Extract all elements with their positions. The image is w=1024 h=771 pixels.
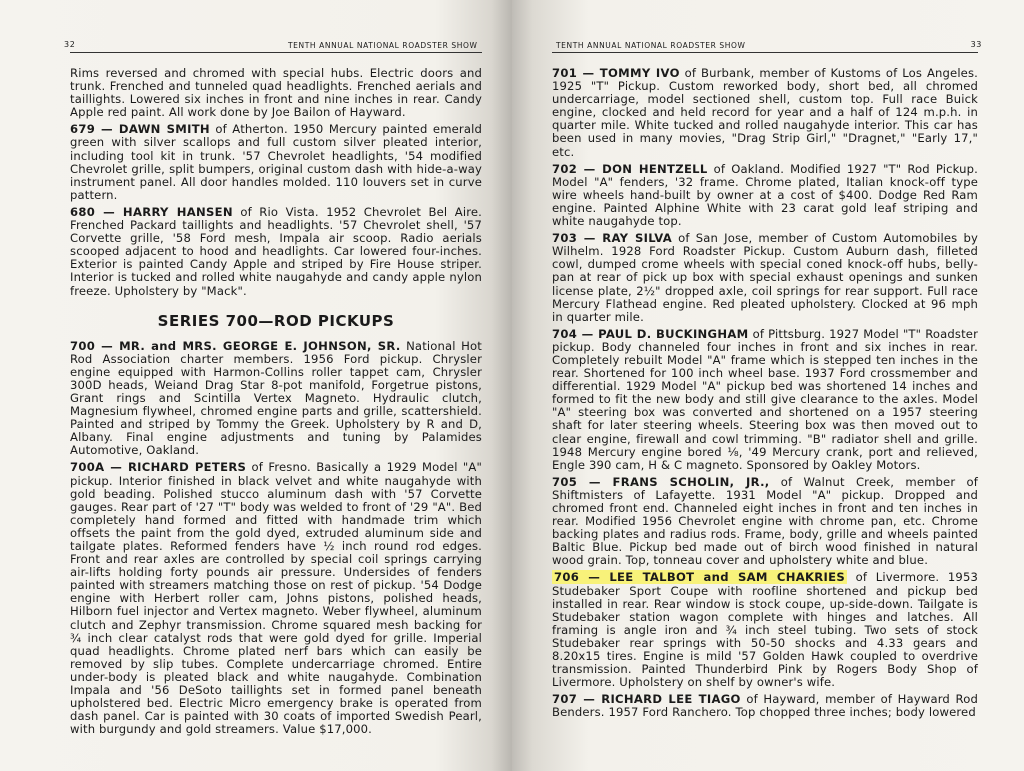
entry-lead: 700 — MR. and MRS. GEORGE E. JOHNSON, SR.: [70, 338, 401, 353]
entry-lead: 680 — HARRY HANSEN: [70, 204, 233, 219]
entry-body: of Livermore. 1953 Studebaker Sport Coupe with roofline shortened and pickup bed installed in rear. Rear window is stock coupe, up-side-down. Tailgate is Studebaker station wagon complete with hinges and latches. All framing is angle iron and ¾ inch steel tubing. Two sets of stock Studebaker rear springs with 50-50 shocks and 4.33 gears and 8.20x15 tires. Engine is mild '57 Golden Hawk coupled to overdrive transmission. Painted Thunderbird Pink by Rogers Body Shop of Livermore. Upholstery on shelf by owner's wife.: [552, 570, 978, 690]
entry-705: [552, 476, 978, 568]
right-running-head: [552, 38, 982, 53]
right-page: [512, 0, 1024, 771]
entry-body: of San Jose, member of Custom Automobiles by Wilhelm. 1928 Ford Roadster Pickup. Custom Auburn dash, filleted cowl, dumped crome wheels with special coned knock-off hubs, belly-pan at rear of pick up box with special exhaust openings and sunken license plate, 2½" dropped axle, coil springs for rear support. Full race Mercury Flathead engine. Red pleated upholstery. Clocked at 96 mph in quarter mile.: [552, 231, 978, 324]
left-running-head: [64, 38, 482, 53]
entry-body: National Hot Rod Association charter members. 1956 Ford pickup. Chrysler engine equipped with Harmon-Collins roller tappet cam, Chrysler 300D heads, Weiand Drag Star 8-pot manifold, Forgetrue pistons, Grant rings and Scintilla Vertex Magneto. Hydraulic clutch, Magnesium flywheel, chromed engine parts and grille, scattershield. Painted and striped by Tommy the Greek. Upholstery by R and D, Albany. Final engine adjustments and tuning by Palamides Automotive, Oakland.: [70, 338, 482, 458]
series-heading: SERIES 700—ROD PICKUPS: [157, 311, 395, 330]
entry-lead: 705 — FRANS SCHOLIN, JR.,: [552, 474, 770, 489]
entry-lead: 700A — RICHARD PETERS: [70, 460, 247, 475]
entry-679: [70, 123, 482, 202]
entry-body: of Burbank, member of Kustoms of Los Angeles. 1925 "T" Pickup. Custom reworked body, short bed, all chromed undercarriage, model sectioned shell, custom top. Full race Buick engine, clocked and held record for year and a half of 124 m.p.h. in quarter mile. White tucked and rolled naugahyde interior. This car has been used in many movies, "Drag Strip Girl," "Dragnet," "Early 17," etc.: [552, 66, 978, 159]
entry-lead: 679 — DAWN SMITH: [70, 122, 210, 137]
intro-paragraph: Rims reversed and chromed with special hubs. Electric doors and trunk. Frenched and tunneled quad headlights. Frenched aerials and taillights. Lowered six inches in front and nine inches in rear. Candy Apple red paint. All work done by Joe Bailon of Hayward.: [70, 66, 482, 120]
entry-703: [552, 232, 978, 324]
entry-lead: 702 — DON HENTZELL: [552, 161, 708, 176]
entry-body: of Atherton. 1950 Mercury painted emerald green with silver scallops and full custom silver pleated interior, including tool kit in trunk. '57 Chevrolet headlights, '54 modified Chevrolet grille, split bumpers, original custom dash with hide-a-way instrument panel. All door handles molded. 110 louvers set in curve pattern.: [70, 122, 482, 202]
entry-lead: 703 — RAY SILVA: [552, 231, 673, 246]
entry-707: [552, 693, 978, 719]
left-running-title: TENTH ANNUAL NATIONAL ROADSTER SHOW: [288, 41, 478, 50]
entry-700: [70, 340, 482, 458]
entry-body: of Fresno. Basically a 1929 Model "A" pickup. Interior finished in black velvet and white naugahyde with gold beading. Polished stucco aluminum dash with '57 Corvette gauges. Rear part of '27 "T" body was welded to front of '29 "A". Bed completely hand formed and fitted with handmade trim which offsets the paint from the gold dyed, extruded aluminum side and tailgate plates. Reformed fenders have ½ inch round rod edges. Front and rear axles are controlled by special coil springs carrying air-lifts holding forty pounds air pressure. Undersides of fenders painted with streamers matching those on rest of pickup. '54 Dodge engine with Herbert roller cam, Johns pistons, polished heads, Hilborn fuel injector and Vertex magneto. Weber flywheel, aluminum clutch and Zephyr transmission. Chrome squared mesh backing for ¾ inch clear catalyst rods that were gold dyed for grille. Imperial quad headlights. Chrome plated nerf bars which can easily be removed by slip tubes. Complete undercarriage chromed. Entire under-body is pleated black and white naugahyde. Combination Impala and '56 DeSoto taillights set in formed panel beneath upholstered bed. Electric Micro emergency brake is operated from dash panel. Car is painted with 30 coats of imported Swedish Pearl, with burgundy and gold streamers. Value $17,000.: [70, 460, 482, 737]
right-running-title: TENTH ANNUAL NATIONAL ROADSTER SHOW: [556, 41, 746, 50]
highlighted-entry-lead: 706 — LEE TALBOT and SAM CHAKRIES: [554, 570, 845, 585]
entry-body: of Oakland. Modified 1927 "T" Rod Pickup. Model "A" fenders, '32 frame. Chrome plated, Italian knock-off type wire wheels hand-built by owner at a cost of $400. Dodge Red Ram engine. Painted Alphine White with 23 carat gold leaf striping and white naugahyde top.: [552, 161, 978, 229]
entry-lead: 701 — TOMMY IVO: [552, 66, 680, 80]
entry-706: [552, 571, 978, 689]
entry-702: [552, 163, 978, 228]
entry-680: [70, 206, 482, 298]
entry-body: of Hayward, member of Hayward Rod Benders. 1957 Ford Ranchero. Top chopped three inches; body lowered: [552, 692, 978, 720]
entry-body: of Rio Vista. 1952 Chevrolet Bel Aire. Frenched Packard taillights and headlights. '57 Chevrolet shell, '57 Corvette grille, '58 Ford mesh, Impala air scoop. Radio aerials scooped adjacent to hood and headlights. Car lowered four-inches. Exterior is painted Candy Apple and striped by Fire House striper. Interior is tucked and rolled white naugahyde and candy apple nylon freeze. Upholstery by "Mack".: [70, 204, 483, 298]
left-page-number: 32: [64, 40, 76, 49]
right-page-number: 33: [970, 40, 982, 49]
entry-lead: 704 — PAUL D. BUCKINGHAM: [552, 326, 749, 341]
entry-704: [552, 328, 978, 472]
entry-701: [552, 67, 978, 159]
entry-body: of Pittsburg. 1927 Model "T" Roadster pickup. Body channeled four inches in front and six inches in rear. Completely rebuilt Model "A" frame which is stepped ten inches in the rear. Shortened for 100 inch wheel base. 1937 Ford crossmember and differential. 1929 Model "A" pickup bed was shortened 14 inches and formed to fit the new body and still give clearance to the axles. Model "A" steering box was converted and shortened on a 1957 steering shaft for later steering wheels. Steering box was then moved out to clear engine, firewall and cowl trimming. "B" radiator shell and grille. 1948 Mercury engine bored ⅛, '49 Mercury crank, port and relieved, Engle 390 cam, H & C magneto. Sponsored by Oakley Motors.: [552, 326, 979, 472]
entry-body: of Walnut Creek, member of Shiftmisters of Lafayette. 1931 Model "A" pickup. Dropped and chromed front end. Channeled eight inches in front and ten inches in rear. Modified 1956 Chevrolet engine with chrome pan, etc. Chrome backing plates and radius rods. Frame, body, grille and wheels painted Baltic Blue. Pickup bed made out of birch wood finished in natural wood grain. Top, tonneau cover and upholstery white and blue.: [552, 474, 978, 568]
entry-lead: 707 — RICHARD LEE TIAGO: [552, 692, 741, 707]
entry-700a: [70, 461, 482, 736]
